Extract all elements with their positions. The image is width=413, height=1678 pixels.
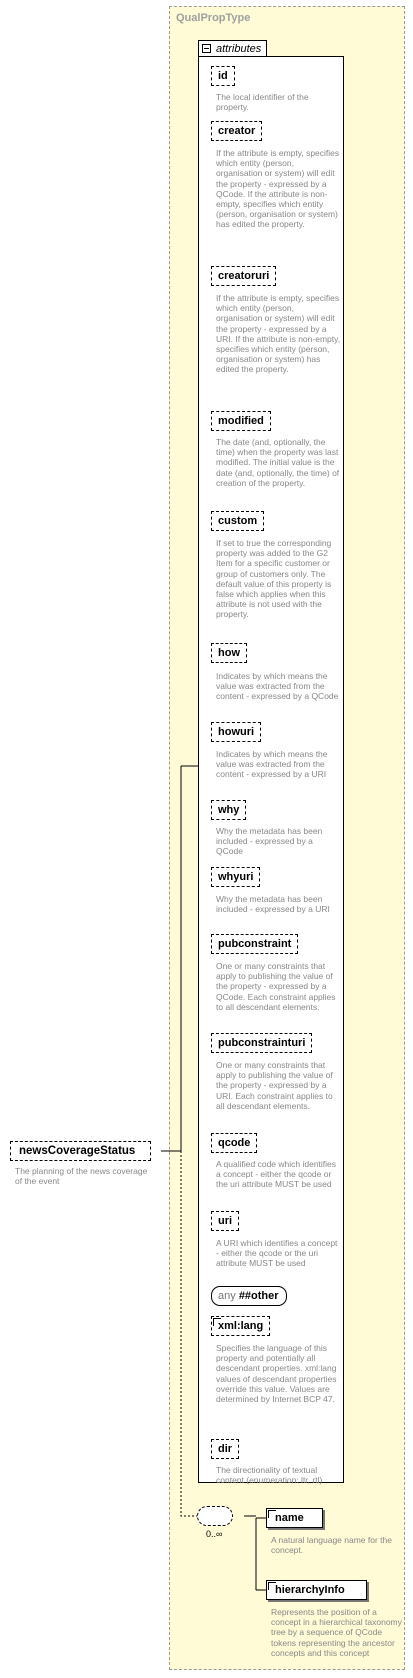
any-attribute[interactable]: any ##other <box>211 1286 287 1306</box>
attribute-creator[interactable]: creator <box>211 121 262 141</box>
reference-arrow-icon <box>268 1582 276 1590</box>
sequence-cardinality: 0..∞ <box>206 1529 223 1539</box>
attribute-howuri-description: Indicates by which means the value was extracted from the content - expressed by a URI <box>216 749 328 780</box>
attribute-custom-description: If set to true the corresponding property was added to the G2 Item for a specific customer or group of customers only. The default value of this property is false which applies when this attribute is not used with the property. <box>216 538 332 620</box>
child-name-description: A natural language name for the concept. <box>271 1535 392 1556</box>
attribute-modified[interactable]: modified <box>211 411 271 431</box>
attribute-why[interactable]: why <box>211 800 246 820</box>
attribute-xml-lang-description: Specifies the language of this property and potentially all descendant properties. xml:lang values of descendant properties override this value. Values are determined by Internet BCP 47. <box>216 1343 337 1405</box>
child-hierarchyinfo-description: Represents the position of a concept in a hierarchical taxonomy tree by a sequence of QCode tokens representing the ancestor concepts and this concept <box>271 1607 402 1658</box>
attribute-creatoruri[interactable]: creatoruri <box>211 266 276 286</box>
attribute-how[interactable]: how <box>211 643 247 663</box>
attribute-modified-description: The date (and, optionally, the time) when the property was last modified. The initial value is the date (and, optionally, the time) of creation of the property. <box>216 437 340 488</box>
attribute-whyuri-description: Why the metadata has been included - expressed by a URI <box>216 894 330 915</box>
element-description: The planning of the news coverage of the event <box>15 1166 148 1187</box>
attribute-pubconstraint-description: One or many constraints that apply to publishing the value of the property - expressed by a QCode. Each constraint applies to all descendant elements. <box>216 961 336 1012</box>
collapse-icon[interactable] <box>202 44 211 53</box>
child-element-hierarchyinfo[interactable]: hierarchyInfo <box>266 1580 367 1600</box>
element-news-coverage-status[interactable]: newsCoverageStatus <box>10 1141 151 1161</box>
attribute-pubconstraint[interactable]: pubconstraint <box>211 934 298 954</box>
attribute-creator-description: If the attribute is empty, specifies which entity (person, organisation or system) will edit the property - expressed by a QCode. If the attribute is non-empty, specifies which entity (person, organisation or system) has edited the property. <box>216 148 340 230</box>
attribute-uri-description: A URI which identifies a concept - either the qcode or the uri attribute MUST be used <box>216 1238 338 1269</box>
reference-arrow-icon <box>268 1510 276 1518</box>
attribute-pubconstrainturi[interactable]: pubconstrainturi <box>211 1033 312 1053</box>
attributes-tab[interactable] <box>198 40 267 57</box>
attribute-dir-description: The directionality of textual content (enumeration: ltr, rtl) <box>216 1465 323 1486</box>
attribute-how-description: Indicates by which means the value was extracted from the content - expressed by a QCode <box>216 671 339 702</box>
attribute-pubconstrainturi-description: One or many constraints that apply to publishing the value of the property - expressed by a URI. Each constraint applies to all descendant elements. <box>216 1060 333 1111</box>
child-element-name[interactable]: name <box>266 1508 323 1528</box>
attribute-id[interactable]: id <box>211 66 235 86</box>
attribute-custom[interactable]: custom <box>211 511 264 531</box>
sequence-compositor[interactable] <box>197 1506 233 1526</box>
attribute-why-description: Why the metadata has been included - expressed by a QCode <box>216 826 323 857</box>
attributes-tab-label: attributes <box>216 43 262 55</box>
attribute-howuri[interactable]: howuri <box>211 722 261 742</box>
attribute-xml-lang[interactable]: xml:lang <box>211 1316 270 1336</box>
attribute-id-description: The local identifier of the property. <box>216 92 309 113</box>
attribute-whyuri[interactable]: whyuri <box>211 867 260 887</box>
attribute-uri[interactable]: uri <box>211 1211 239 1231</box>
attribute-dir[interactable]: dir <box>211 1439 239 1459</box>
attribute-qcode-description: A qualified code which identifies a concept - either the qcode or the uri attribute MUST be used <box>216 1159 337 1190</box>
type-title: QualPropType <box>176 12 251 24</box>
attribute-qcode[interactable]: qcode <box>211 1133 257 1153</box>
attribute-creatoruri-description: If the attribute is empty, specifies which entity (person, organisation or system) will edit the property - expressed by a URI. If the attribute is non-empty, specifies which entity (person, organisation or system) has edited the property. <box>216 293 341 375</box>
reference-arrow-icon <box>213 1318 221 1326</box>
